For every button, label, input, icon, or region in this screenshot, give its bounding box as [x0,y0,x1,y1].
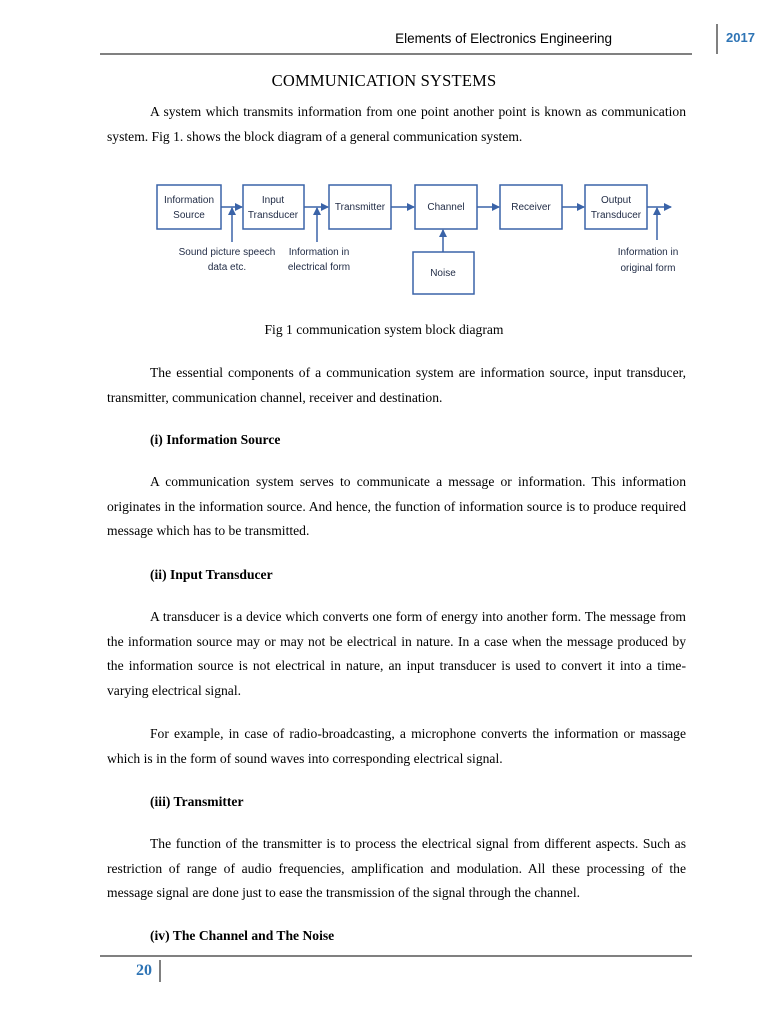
channel-label: Channel [427,202,465,213]
input-transducer-paragraph-2: For example, in case of radio-broadcasting, a microphone converts the information or massage which is in the form of sound waves into corresponding electrical signal. [107,726,686,766]
header-divider [716,24,718,54]
transmitter-label: Transmitter [334,202,386,213]
output-transducer-label-1: Output [600,195,632,206]
info-source-paragraph: A communication system serves to communicate a message or information. This information originates in the information source. And hence, the function of information source is to produce required message which has to be transmitted. [107,474,686,538]
sound-label-1: Sound picture speech [178,247,276,258]
input-transducer-box [243,185,304,229]
electrical-label-2: electrical form [287,262,351,273]
info-source-box [157,185,221,229]
sound-label-2: data etc. [207,262,247,273]
header-title: Elements of Electronics Engineering [395,31,612,46]
intro-paragraph: A system which transmits information from one point another point is known as communication system. Fig 1. shows the block diagram of a general communication system. [107,104,686,144]
original-label-1: Information in [617,247,679,258]
footer-divider [159,960,161,982]
receiver-label: Receiver [511,202,551,213]
page-title: COMMUNICATION SYSTEMS [271,71,497,90]
components-paragraph: The essential components of a communication system are information source, input transducer, transmitter, communication channel, receiver and destination. [107,365,686,405]
output-transducer-box [585,185,647,229]
footer-rule [100,955,692,957]
block-diagram-svg [150,170,682,298]
page-footer [100,955,692,985]
info-source-label-2: Source [173,210,205,221]
heading-channel-noise: (iv) The Channel and The Noise [150,928,335,943]
input-transducer-label-2: Transducer [247,210,299,221]
header-year: 2017 [726,30,755,45]
heading-info-source: (i) Information Source [150,432,281,447]
diagram-boxes [157,185,647,294]
figure-caption: Fig 1 communication system block diagram [264,322,504,337]
block-diagram [150,170,682,298]
heading-input-transducer: (ii) Input Transducer [150,567,273,582]
transmitter-paragraph: The function of the transmitter is to process the electrical signal from different aspects. Such as restriction of range of audio frequencies, amplification and modulation. All these processing of the message signal are done just to ease the transmission of the signal through the channel. [107,836,686,900]
heading-transmitter: (iii) Transmitter [150,794,244,809]
input-transducer-label-1: Input [261,195,285,206]
header-rule [100,53,692,55]
original-label-2: original form [620,263,676,274]
electrical-label-1: Information in [288,247,350,258]
input-transducer-paragraph-1: A transducer is a device which converts one form of energy into another form. The message from the information source may or may not be electrical in nature. In a case when the message produced by the information source is not electrical in nature, an input transducer is used to convert it into a time-varying electrical signal. [107,609,686,698]
page-header [100,24,755,54]
output-transducer-label-2: Transducer [590,210,642,221]
noise-label: Noise [430,268,456,279]
page-number: 20 [136,962,152,979]
info-source-label-1: Information [163,195,215,206]
